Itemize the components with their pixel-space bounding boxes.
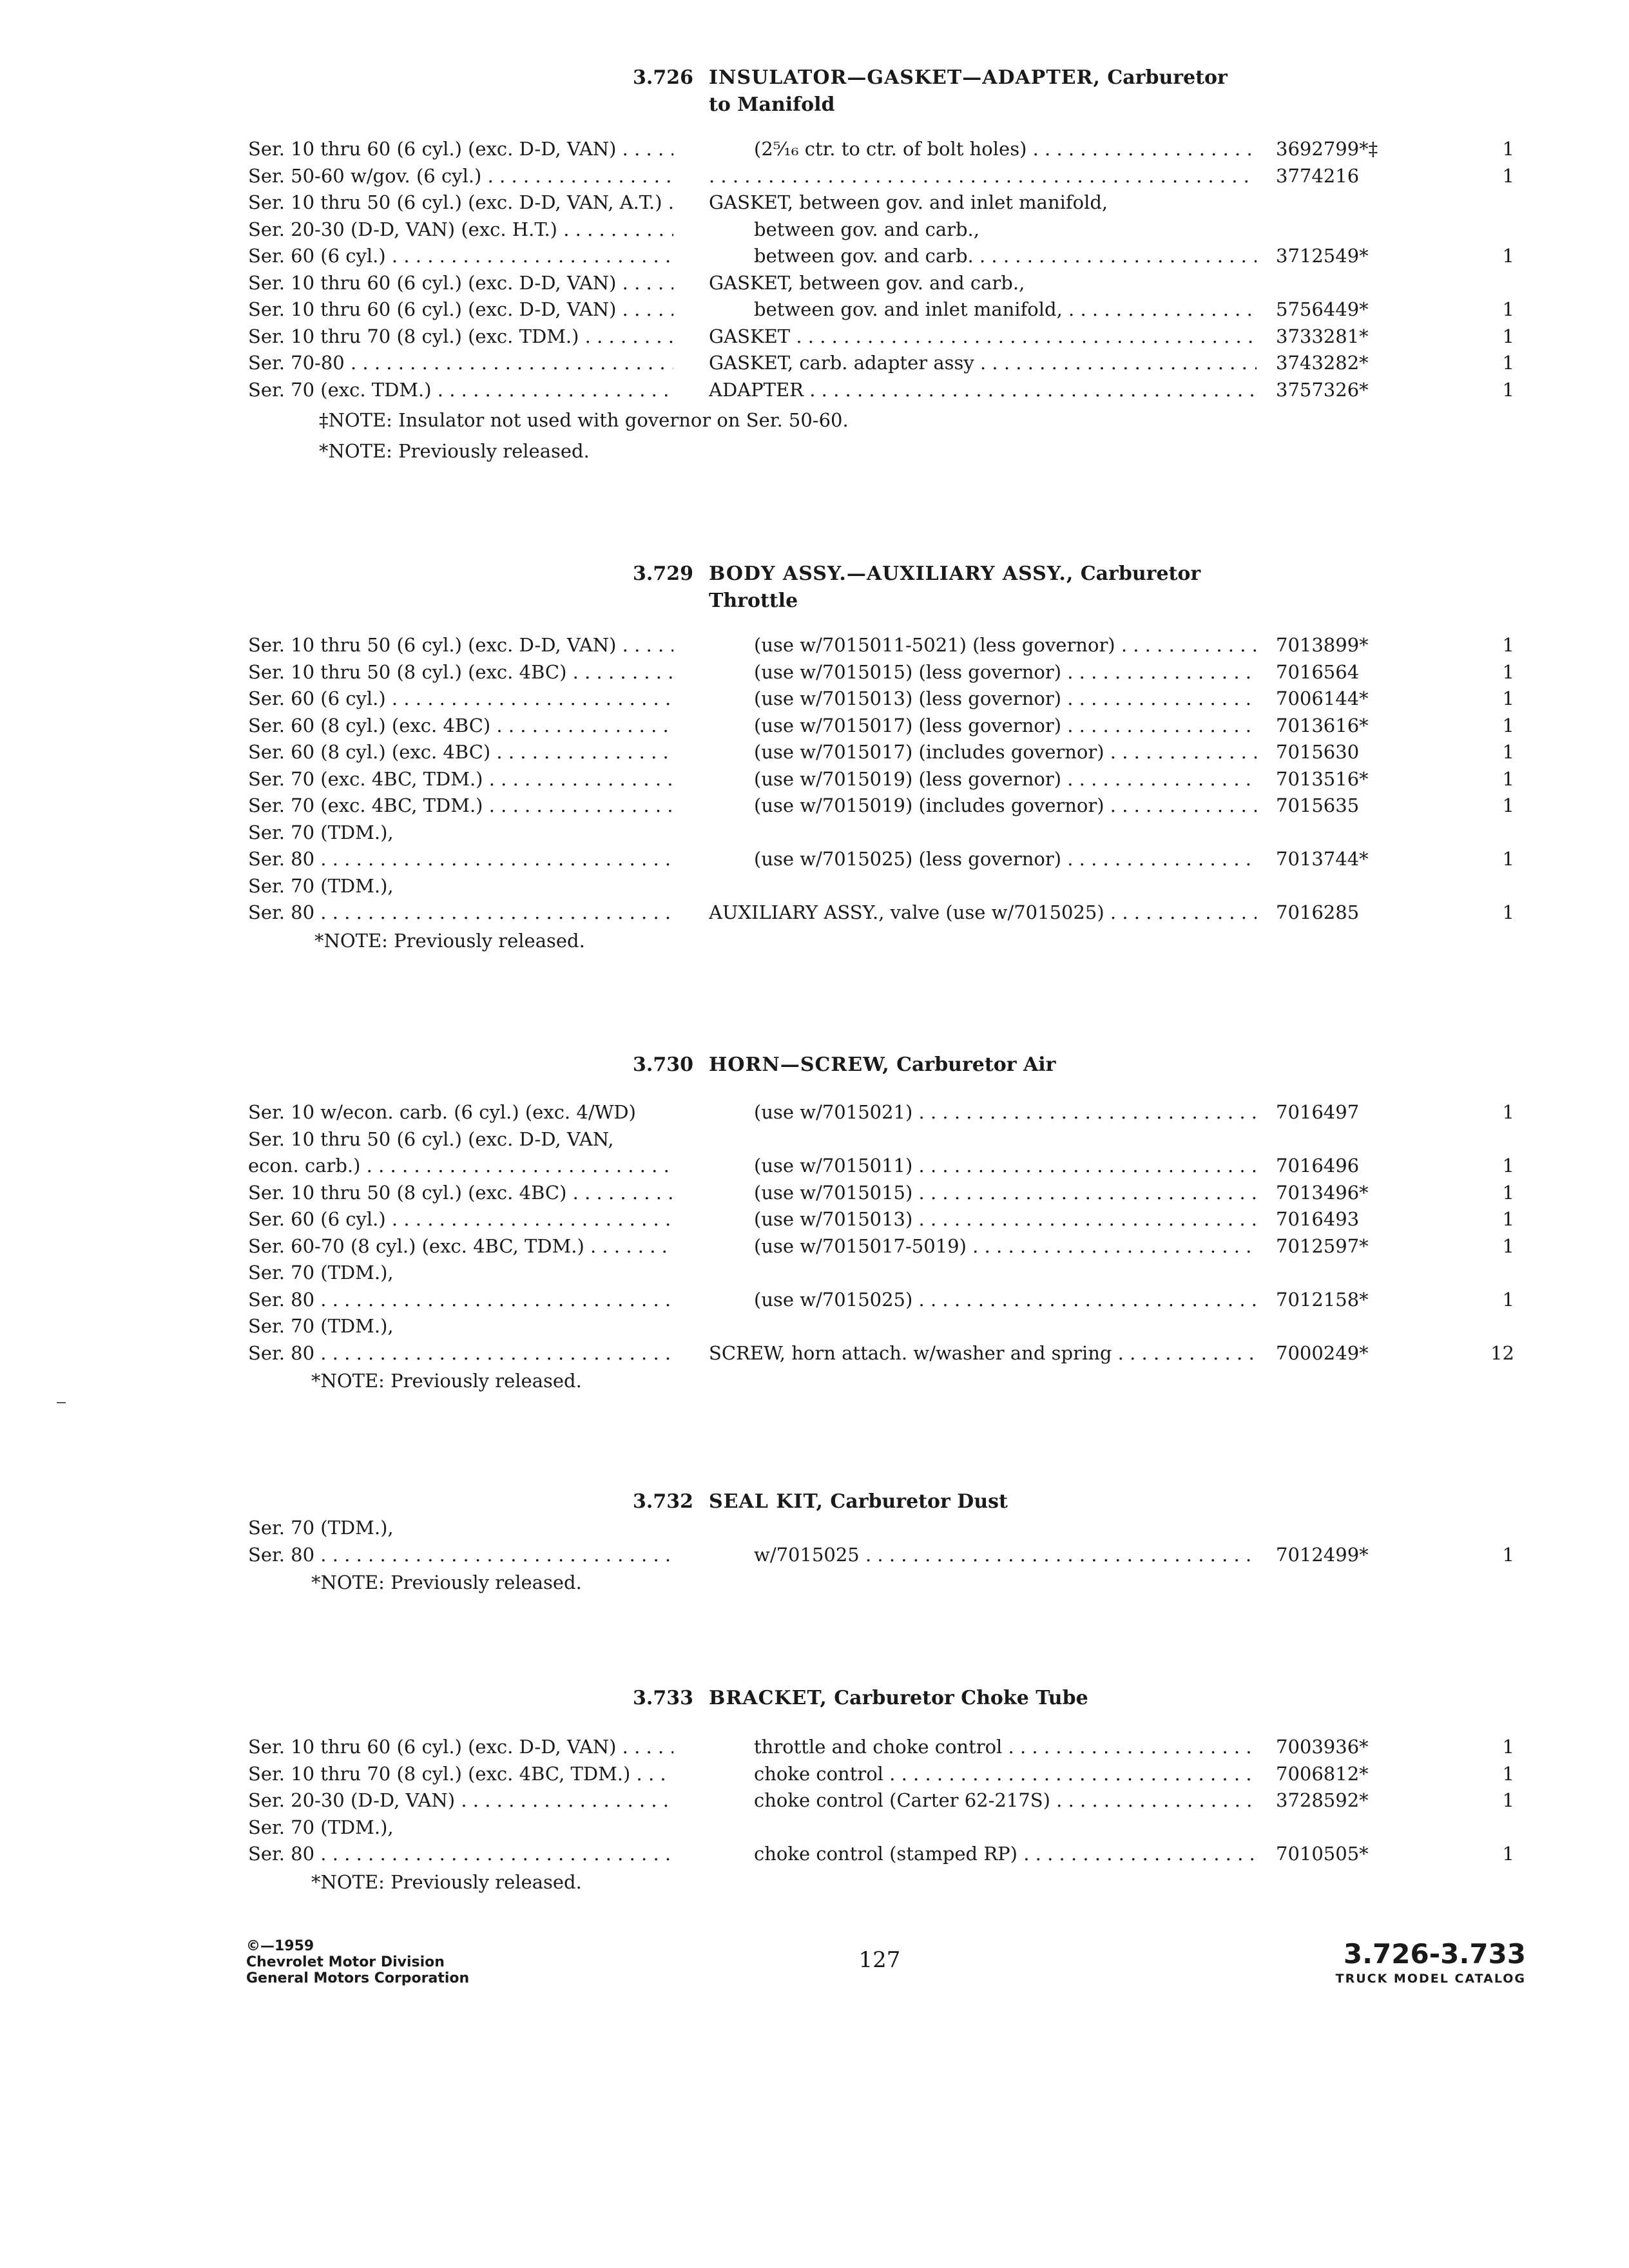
footer-corporation: General Motors Corporation: [246, 1970, 470, 1986]
quantity: 1: [1502, 1543, 1514, 1566]
catalog-name: TRUCK MODEL CATALOG: [1335, 1972, 1526, 1986]
catalog-row: [0, 135, 1629, 162]
series-applicability: Ser. 80 . . .: [248, 845, 673, 872]
part-number: 7013516*: [1276, 767, 1369, 790]
section-title-qualifier: Carburetor: [1100, 66, 1228, 89]
quantity: 1: [1502, 848, 1514, 870]
series-applicability: Ser. 60 (8 cyl.) (exc. 4BC) . . .: [248, 712, 673, 739]
quantity: 1: [1502, 1843, 1514, 1865]
part-number: 7013616*: [1276, 714, 1369, 736]
part-number: 7006144*: [1276, 687, 1369, 709]
part-number: 7000249*: [1276, 1341, 1369, 1364]
catalog-row: [0, 1541, 1629, 1568]
part-number: 7016497: [1276, 1101, 1360, 1123]
quantity: 1: [1502, 767, 1514, 790]
quantity: 1: [1502, 1208, 1514, 1230]
quantity: 1: [1502, 1762, 1514, 1785]
section-number: 3.732: [633, 1490, 693, 1513]
catalog-row: [0, 1259, 1629, 1286]
part-number: 5756449*: [1276, 298, 1369, 320]
series-applicability: Ser. 80 . . .: [248, 899, 673, 926]
series-applicability: Ser. 70-80 . . .: [248, 349, 673, 376]
catalog-row: [0, 296, 1629, 323]
quantity: 1: [1502, 634, 1514, 656]
part-description: (use w/7015015) (less governor) . . .: [754, 658, 1257, 686]
catalog-row: [0, 1233, 1629, 1260]
catalog-row: [0, 765, 1629, 793]
section-title-part-name: BODY ASSY.—AUXILIARY ASSY.,: [709, 562, 1074, 585]
series-applicability: Ser. 10 thru 70 (8 cyl.) (exc. 4BC, TDM.) . . .: [248, 1760, 673, 1787]
quantity: 1: [1502, 352, 1514, 374]
part-description: between gov. and carb. . . .: [754, 242, 1257, 269]
part-description: (use w/7015013) . . .: [754, 1206, 1257, 1233]
part-number: 7013744*: [1276, 848, 1369, 870]
series-applicability: Ser. 70 (exc. TDM.) . . .: [248, 376, 673, 403]
section-title-line2: to Manifold: [709, 93, 835, 116]
catalog-row: [0, 1814, 1629, 1841]
catalog-row: [0, 1514, 1629, 1541]
part-description: (use w/7015019) (includes governor) . . .: [754, 792, 1257, 819]
section-note: *NOTE: Previously released.: [319, 440, 590, 462]
section-title: [709, 561, 1289, 615]
series-applicability: Ser. 70 (TDM.),: [248, 874, 394, 897]
part-description: (use w/7015021) . . .: [754, 1099, 1257, 1126]
part-description: ADAPTER . . .: [709, 376, 1257, 403]
quantity: 1: [1502, 1288, 1514, 1311]
part-description: (use w/7015017-5019) . . .: [754, 1233, 1257, 1260]
part-number: 7012158*: [1276, 1288, 1369, 1311]
part-number: 7016496: [1276, 1155, 1360, 1177]
part-description: choke control . . .: [754, 1760, 1257, 1787]
catalog-row: [0, 1099, 1629, 1126]
section-note: *NOTE: Previously released.: [311, 1870, 582, 1893]
quantity: 1: [1502, 138, 1514, 160]
part-description: between gov. and inlet manifold, . . .: [754, 296, 1257, 323]
catalog-row: [0, 872, 1629, 899]
series-applicability: Ser. 10 thru 70 (8 cyl.) (exc. TDM.) . . .: [248, 323, 673, 350]
catalog-row: [0, 685, 1629, 712]
catalog-row: [0, 323, 1629, 350]
section-title: [709, 64, 1289, 119]
series-applicability: Ser. 60 (6 cyl.) . . .: [248, 242, 673, 269]
part-description: GASKET . . .: [709, 323, 1257, 350]
catalog-row: [0, 1733, 1629, 1760]
section-title-part-name: HORN—SCREW,: [709, 1053, 890, 1076]
section-title: [709, 1488, 1289, 1515]
part-number: 7010505*: [1276, 1843, 1369, 1865]
part-number: 7003936*: [1276, 1736, 1369, 1758]
quantity: 1: [1502, 1789, 1514, 1811]
quantity: 1: [1502, 901, 1514, 923]
part-description: [709, 162, 1257, 189]
series-applicability: Ser. 10 thru 60 (6 cyl.) (exc. D-D, VAN) . . .: [248, 296, 673, 323]
section-title-part-name: SEAL KIT,: [709, 1490, 824, 1513]
margin-mark: [57, 1402, 66, 1403]
series-applicability: Ser. 70 (TDM.),: [248, 1517, 394, 1539]
part-number: 3692799*‡: [1276, 138, 1378, 160]
part-description: choke control (Carter 62-217S) . . .: [754, 1787, 1257, 1814]
part-description: SCREW, horn attach. w/washer and spring . . .: [709, 1340, 1257, 1367]
catalog-row: [0, 845, 1629, 872]
catalog-row: [0, 738, 1629, 765]
series-applicability: Ser. 10 w/econ. carb. (6 cyl.) (exc. 4/WD): [248, 1101, 636, 1123]
section-note: *NOTE: Previously released.: [311, 1370, 582, 1392]
catalog-row: [0, 1206, 1629, 1233]
catalog-row: [0, 819, 1629, 846]
catalog-row: [0, 712, 1629, 739]
quantity: 1: [1502, 1736, 1514, 1758]
section-title-qualifier: Carburetor Air: [889, 1053, 1056, 1076]
catalog-row: [0, 792, 1629, 819]
series-applicability: Ser. 20-30 (D-D, VAN) . . .: [248, 1787, 673, 1814]
part-number: 7012597*: [1276, 1235, 1369, 1257]
section-title-line2: Throttle: [709, 590, 798, 612]
series-applicability: Ser. 60-70 (8 cyl.) (exc. 4BC, TDM.) . . .: [248, 1233, 673, 1260]
series-applicability: Ser. 70 (TDM.),: [248, 821, 394, 843]
footer-copyright: ©—1959: [246, 1938, 314, 1954]
series-applicability: Ser. 60 (6 cyl.) . . .: [248, 685, 673, 712]
catalog-row: [0, 658, 1629, 686]
quantity: 1: [1502, 164, 1514, 187]
series-applicability: econ. carb.) . . .: [248, 1152, 673, 1179]
quantity: 1: [1502, 1235, 1514, 1257]
part-description: (use w/7015013) (less governor) . . .: [754, 685, 1257, 712]
catalog-row: [0, 1760, 1629, 1787]
quantity: 1: [1502, 741, 1514, 763]
series-applicability: Ser. 10 thru 50 (8 cyl.) (exc. 4BC) . . .: [248, 1179, 673, 1206]
series-applicability: Ser. 10 thru 60 (6 cyl.) (exc. D-D, VAN) . . .: [248, 1733, 673, 1760]
part-description: throttle and choke control . . .: [754, 1733, 1257, 1760]
catalog-row: [0, 1152, 1629, 1179]
series-applicability: Ser. 80 . . .: [248, 1840, 673, 1867]
catalog-row: [0, 1126, 1629, 1153]
section-number: 3.733: [633, 1687, 693, 1709]
part-description: (use w/7015025) (less governor) . . .: [754, 845, 1257, 872]
section-note: ‡NOTE: Insulator not used with governor on Ser. 50-60.: [319, 409, 849, 431]
part-description: (2⁵⁄₁₆ ctr. to ctr. of bolt holes) . . .: [754, 135, 1257, 162]
series-applicability: Ser. 70 (exc. 4BC, TDM.) . . .: [248, 792, 673, 819]
series-applicability: Ser. 20-30 (D-D, VAN) (exc. H.T.) . . .: [248, 216, 673, 243]
part-description: (use w/7015019) (less governor) . . .: [754, 765, 1257, 793]
part-description: between gov. and carb.,: [754, 218, 979, 240]
part-description: (use w/7015025) . . .: [754, 1286, 1257, 1313]
footer-publisher: [246, 1938, 469, 1986]
quantity: 1: [1502, 1181, 1514, 1204]
catalog-row: [0, 216, 1629, 243]
part-number: 7013899*: [1276, 634, 1369, 656]
part-number: 3774216: [1276, 164, 1360, 187]
part-description: w/7015025 . . .: [754, 1541, 1257, 1568]
quantity: 1: [1502, 245, 1514, 267]
catalog-row: [0, 1787, 1629, 1814]
series-applicability: Ser. 80 . . .: [248, 1286, 673, 1313]
series-applicability: Ser. 10 thru 50 (6 cyl.) (exc. D-D, VAN, A.T.) . . .: [248, 189, 673, 216]
part-number: 3757326*: [1276, 378, 1369, 401]
section-title: [709, 1052, 1289, 1079]
catalog-row: [0, 631, 1629, 658]
series-applicability: Ser. 80 . . .: [248, 1541, 673, 1568]
catalog-row: [0, 1179, 1629, 1206]
part-number: 7016285: [1276, 901, 1360, 923]
catalog-row: [0, 1840, 1629, 1867]
section-title-qualifier: Carburetor Choke Tube: [827, 1687, 1088, 1709]
part-description: (use w/7015011) . . .: [754, 1152, 1257, 1179]
part-number: 7012499*: [1276, 1543, 1369, 1566]
section-title-part-name: BRACKET,: [709, 1687, 827, 1709]
series-applicability: Ser. 10 thru 60 (6 cyl.) (exc. D-D, VAN) . . .: [248, 269, 673, 296]
quantity: 1: [1502, 1155, 1514, 1177]
catalog-row: [0, 349, 1629, 376]
catalog-row: [0, 899, 1629, 926]
catalog-row: [0, 1312, 1629, 1340]
part-number: 7015630: [1276, 741, 1360, 763]
part-number: 3743282*: [1276, 352, 1369, 374]
series-applicability: Ser. 60 (6 cyl.) . . .: [248, 1206, 673, 1233]
series-applicability: Ser. 60 (8 cyl.) (exc. 4BC) . . .: [248, 738, 673, 765]
section-title-part-name: INSULATOR—GASKET—ADAPTER,: [709, 66, 1101, 89]
quantity: 1: [1502, 687, 1514, 709]
series-applicability: Ser. 70 (exc. 4BC, TDM.) . . .: [248, 765, 673, 793]
catalog-row: [0, 189, 1629, 216]
part-number: 3712549*: [1276, 245, 1369, 267]
catalog-row: [0, 162, 1629, 189]
quantity: 1: [1502, 794, 1514, 816]
section-number: 3.729: [633, 562, 693, 585]
series-applicability: Ser. 70 (TDM.),: [248, 1816, 394, 1838]
section-title-qualifier: Carburetor Dust: [823, 1490, 1008, 1513]
section-note: *NOTE: Previously released.: [314, 929, 585, 952]
part-number: 7006812*: [1276, 1762, 1369, 1785]
section-title: [709, 1685, 1289, 1712]
series-applicability: Ser. 10 thru 60 (6 cyl.) (exc. D-D, VAN) . . .: [248, 135, 673, 162]
part-description: AUXILIARY ASSY., valve (use w/7015025) . . .: [709, 899, 1257, 926]
section-range: 3.726-3.733: [1343, 1938, 1526, 1970]
catalog-row: [0, 269, 1629, 296]
part-description: choke control (stamped RP) . . .: [754, 1840, 1257, 1867]
part-number: 3728592*: [1276, 1789, 1369, 1811]
quantity: 1: [1502, 1101, 1514, 1123]
page-number: 127: [858, 1947, 901, 1973]
quantity: 1: [1502, 714, 1514, 736]
series-applicability: Ser. 70 (TDM.),: [248, 1315, 394, 1337]
series-applicability: Ser. 10 thru 50 (6 cyl.) (exc. D-D, VAN,: [248, 1128, 614, 1150]
series-applicability: Ser. 80 . . .: [248, 1340, 673, 1367]
part-number: 7016564: [1276, 660, 1360, 683]
quantity: 12: [1490, 1341, 1514, 1364]
quantity: 1: [1502, 298, 1514, 320]
catalog-row: [0, 376, 1629, 403]
part-description: (use w/7015015) . . .: [754, 1179, 1257, 1206]
series-applicability: Ser. 50-60 w/gov. (6 cyl.) . . .: [248, 162, 673, 189]
part-number: 7013496*: [1276, 1181, 1369, 1204]
part-description: GASKET, between gov. and carb.,: [709, 271, 1025, 294]
part-description: GASKET, carb. adapter assy . . .: [709, 349, 1257, 376]
footer-division: Chevrolet Motor Division: [246, 1954, 445, 1970]
series-applicability: Ser. 10 thru 50 (8 cyl.) (exc. 4BC) . . .: [248, 658, 673, 686]
catalog-row: [0, 242, 1629, 269]
section-number: 3.730: [633, 1053, 693, 1076]
part-number: 3733281*: [1276, 325, 1369, 347]
section-note: *NOTE: Previously released.: [311, 1571, 582, 1593]
quantity: 1: [1502, 325, 1514, 347]
section-number: 3.726: [633, 66, 693, 89]
part-description: (use w/7015017) (includes governor) . . .: [754, 738, 1257, 765]
section-title-qualifier: Carburetor: [1074, 562, 1201, 585]
part-number: 7016493: [1276, 1208, 1360, 1230]
series-applicability: Ser. 70 (TDM.),: [248, 1262, 394, 1283]
part-description: (use w/7015011-5021) (less governor) . . .: [754, 631, 1257, 658]
part-description: (use w/7015017) (less governor) . . .: [754, 712, 1257, 739]
part-description: GASKET, between gov. and inlet manifold,: [709, 191, 1108, 213]
catalog-row: [0, 1286, 1629, 1313]
series-applicability: Ser. 10 thru 50 (6 cyl.) (exc. D-D, VAN) . . .: [248, 631, 673, 658]
footer-section-range: [1336, 1938, 1526, 1987]
part-number: 7015635: [1276, 794, 1360, 816]
quantity: 1: [1502, 660, 1514, 683]
quantity: 1: [1502, 378, 1514, 401]
catalog-row: [0, 1340, 1629, 1367]
